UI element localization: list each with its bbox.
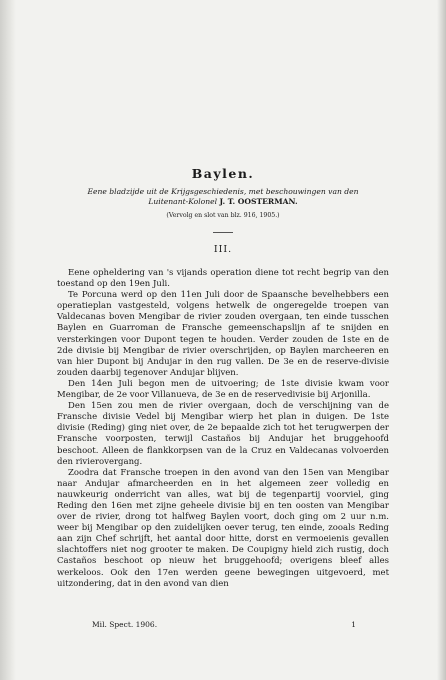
journal-citation: Mil. Spect. 1906.	[92, 620, 158, 629]
book-spine-shadow	[0, 0, 16, 680]
subtitle-line-2-prefix: Luitenant-Kolonel	[148, 197, 218, 206]
page-edge-shadow	[437, 0, 446, 680]
paragraph: Zoodra dat Fransche troepen in den avond van den 15en van Mengibar naar Andujar afmarcheerden en in het algemeen zeer volledig en nauwkeurig onderricht van alles, wat bij de tegenpartij voorviel, ging Reding den 16en met zijne geheele divisie bij en ten oosten van Mengibar over de rivier, drong tot halfweg Baylen voort, doch ging om 2 uur n.m. weer bij Mengibar op den zuidelijken oever terug, ten einde, zooals Reding aan zijn Chef schrijft, het aantal door hitte, dorst en vermoeienis gevallen slachtoffers niet nog grooter te maken. De Coupigny hield zich rustig, doch Castaños beschoot op nieuw het bruggehoofd; overigens bleef alles werkeloos. Ook den 17en werden geene bewegingen uitgevoerd, met uitzondering, dat in den avond van dien	[57, 467, 389, 589]
subtitle-line-1: Eene bladzijde uit de Krijgsgeschiedenis, met beschouwingen van den	[87, 187, 359, 196]
article-body	[57, 268, 389, 590]
page-number: 1	[351, 620, 356, 629]
article-subtitle	[57, 187, 389, 207]
section-number: III.	[213, 244, 233, 255]
continuation-note: (Vervolg en slot van blz. 916, 1905.)	[166, 212, 280, 219]
paragraph: Den 15en zou men de rivier overgaan, doch de verschijning van de Fransche divisie Vedel bij Mengibar wierp het plan in duigen. De 1ste divisie (Reding) ging niet over, de 2e bepaalde zich tot het terugwerpen der Fransche voorposten, terwijl Castaños bij Andujar het bruggehoofd beschoot. Alleen de flankkorpsen van de la Cruz en Valdecanas volvoerden den rivierovergang.	[57, 401, 389, 467]
author-name: J. T. OOSTERMAN.	[219, 197, 298, 206]
divider	[213, 232, 233, 233]
article-title: Baylen.	[191, 166, 255, 181]
paragraph: Den 14en Juli begon men de uitvoering; de 1ste divisie kwam voor Mengibar, de 2e voor Villanueva, de 3e en de reservedivisie bij Arjonilla.	[57, 378, 389, 401]
paragraph: Eene opheldering van 's vijands operation diene tot recht begrip van den toestand op den 19en Juli.	[57, 268, 389, 290]
page-content	[57, 166, 389, 590]
page-footer	[92, 620, 356, 629]
paragraph: Te Porcuna werd op den 11en Juli door de Spaansche bevelhebbers een operatieplan vastgesteld, volgens hetwelk de ongeregelde troepen van Valdecanas boven Mengibar de rivier zouden overgaan, ten einde tusschen Baylen en Guarroman de Fransche gemeenschapslijn af te snijden en versterkingen voor Dupont tegen te houden. Verder zouden de 1ste en de 2de divisie bij Mengibar de rivier overschrijden, op Baylen marcheeren en van hier Dupont bij Andujar in den rug vallen. De 3e en de reserve-divisie zouden daarbij tegenover Andujar blijven.	[57, 290, 389, 378]
